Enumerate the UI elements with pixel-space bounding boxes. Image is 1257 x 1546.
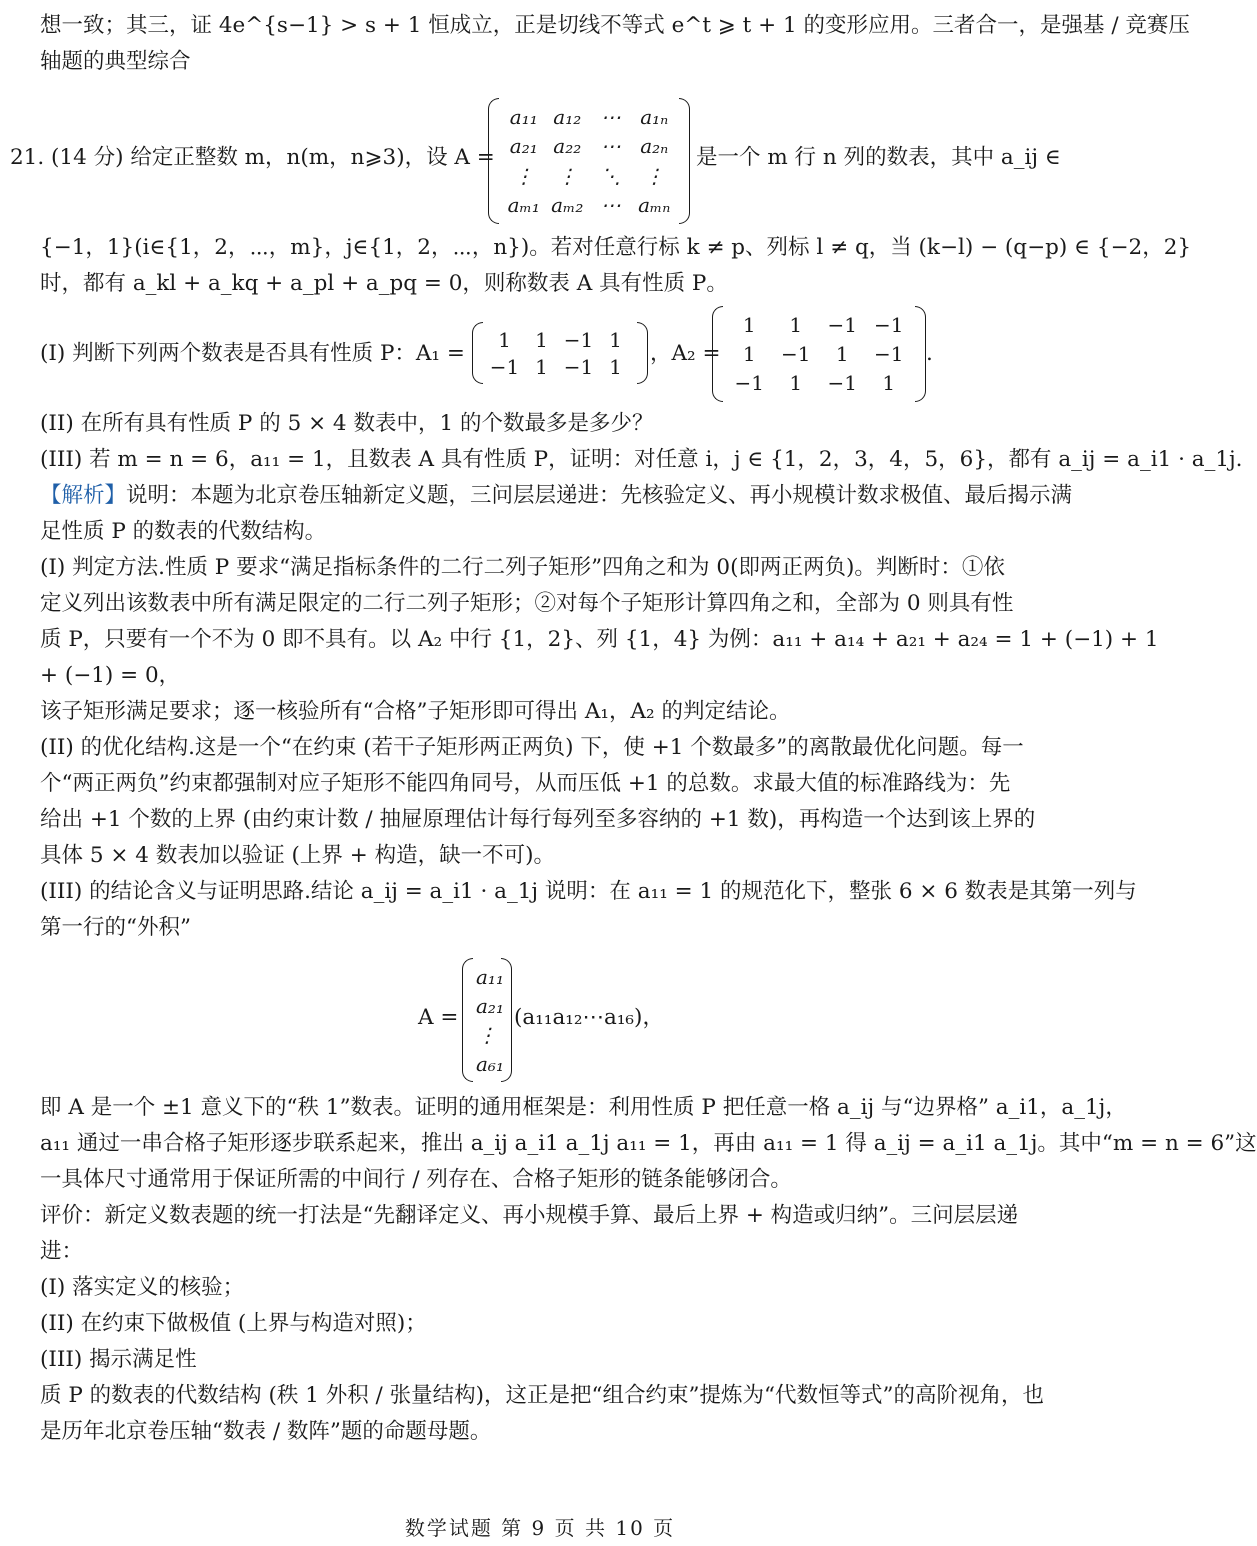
matrix-cell: a₂₁ (509, 134, 538, 159)
matrix-cell: ⋯ (600, 193, 621, 218)
matrix-cell: ⋮ (557, 163, 578, 188)
analysis-line-1: 【解析】说明：本题为北京卷压轴新定义题，三问层层递进：先核验定义、再小规模计数求极值、最后揭示满 (40, 483, 1073, 508)
text-line: 评价：新定义数表题的统一打法是“先翻译定义、再小规模手算、最后上界 + 构造或归纳”。三问层层递 (40, 1203, 1019, 1228)
matrix-cell: 1 (609, 327, 622, 352)
matrix-cell: −1 (734, 371, 764, 396)
text-line: 质 P 的数表的代数结构 (秩 1 外积 / 张量结构)，这正是把“组合约束”提炼为“代数恒等式”的高阶视角，也 (40, 1383, 1044, 1408)
text-line: 即 A 是一个 ±1 意义下的“秩 1”数表。证明的通用框架是：利用性质 P 把任意一格 a_ij 与“边界格” a_i1，a_1j， (40, 1095, 1127, 1120)
text-line: 具体 5 × 4 数表加以验证 (上界 + 构造，缺一不可)。 (40, 843, 556, 868)
matrix-A1 (472, 322, 648, 384)
outer-column-vector (462, 958, 512, 1082)
right-paren (637, 322, 648, 384)
text-line: (II) 在约束下做极值 (上界与构造对照)； (40, 1311, 427, 1336)
matrix-cell: ⋮ (644, 163, 665, 188)
matrix-cell: a₁₂ (553, 104, 582, 129)
text-line: 想一致；其三，证 4e^{s−1} > s + 1 恒成立，正是切线不等式 e^t ⩾ t + 1 的变形应用。三者合一，是强基 / 竞赛压 (40, 13, 1190, 38)
text-line: 轴题的典型综合 (40, 49, 191, 74)
matrix-cell: 1 (835, 342, 849, 366)
text-line: 定义列出该数表中所有满足限定的二行二列子矩形；②对每个子矩形计算四角之和，全部为 0 则具有性 (40, 591, 1014, 616)
right-paren (915, 306, 926, 402)
matrix-cell: −1 (874, 312, 904, 337)
matrix-cell: 1 (742, 342, 756, 366)
text-line: + (−1) = 0， (40, 663, 181, 688)
text-line: 是历年北京卷压轴“数表 / 数阵”题的命题母题。 (40, 1419, 492, 1444)
right-paren (679, 98, 690, 224)
text-line: 质 P，只要有一个不为 0 即不具有。以 A₂ 中行 {1，2}、列 {1，4} 为例：a₁₁ + a₁₄ + a₂₁ + a₂₄ = 1 + (−1) + 1 (40, 627, 1159, 652)
matrix-cell: −1 (563, 327, 594, 352)
matrix-cell: −1 (489, 354, 520, 379)
matrix-cell: a₂ₙ (640, 134, 669, 159)
part3: (III) 若 m = n = 6，a₁₁ = 1，且数表 A 具有性质 P，证明：对任意 i，j ∈ {1，2，3，4，5，6}，都有 a_ij = a_i1 · a_1j. (40, 447, 1243, 472)
part2: (II) 在所有具有性质 P 的 5 × 4 数表中，1 的个数最多是多少？ (40, 411, 654, 436)
matrix-cell: aₘₙ (638, 193, 671, 218)
matrix-cell: −1 (874, 342, 904, 366)
text-line: 一具体尺寸通常用于保证所需的中间行 / 列存在、合格子矩形的链条能够闭合。 (40, 1167, 792, 1192)
matrix-cell: ⋮ (477, 1022, 497, 1047)
text-line: (I) 判定方法.性质 P 要求“满足指标条件的二行二列子矩形”四角之和为 0(即两正两负)。判断时：①依 (40, 555, 1005, 580)
matrix-A (488, 98, 690, 224)
a2-label: ，A₂ = (650, 341, 721, 366)
text-line: (I) 落实定义的核验； (40, 1275, 245, 1300)
page-footer: 数学试题 第 9 页 共 10 页 (404, 1516, 676, 1540)
matrix-cell: −1 (827, 371, 857, 396)
left-paren (462, 958, 473, 1082)
matrix-cell: 1 (535, 327, 548, 352)
left-paren (488, 98, 499, 224)
text-line: {−1，1}(i∈{1，2，⋯，m}，j∈{1，2，⋯，n})。若对任意行标 k ≠ p、列标 l ≠ q，当 (k−l) − (q−p) ∈ {−2，2} (40, 235, 1192, 260)
left-paren (472, 322, 483, 384)
matrix-cell: a₂₁ (476, 993, 504, 1018)
matrix-cell: ⋯ (600, 134, 621, 159)
matrix-cell: 1 (535, 354, 548, 379)
matrix-cell: ⋯ (600, 104, 621, 129)
text-line: 第一行的“外积” (40, 915, 191, 940)
text-line: (II) 的优化结构.这是一个“在约束 (若干子矩形两正两负) 下，使 +1 个数最多”的离散最优化问题。每一 (40, 735, 1024, 760)
text-line: a₁₁ 通过一串合格子矩形逐步联系起来，推出 a_ij a_i1 a_1j a₁₁ = 1，再由 a₁₁ = 1 得 a_ij = a_i1 a_1j。其中“m = n = 6”这 (40, 1131, 1257, 1156)
outer-prefix: A = (418, 1005, 459, 1030)
text-line: (III) 的结论含义与证明思路.结论 a_ij = a_i1 · a_1j 说明：在 a₁₁ = 1 的规范化下，整张 6 × 6 数表是其第一列与 (40, 879, 1137, 904)
text-line: 该子矩形满足要求；逐一核验所有“合格”子矩形即可得出 A₁，A₂ 的判定结论。 (40, 699, 791, 724)
matrix-cell: 1 (789, 312, 803, 337)
matrix-cell: aₘ₂ (551, 193, 584, 218)
text-line: 个“两正两负”约束都强制对应子矩形不能四角同号，从而压低 +1 的总数。求最大值的标准路线为：先 (40, 771, 1011, 796)
matrix-cell: −1 (563, 354, 594, 379)
matrix-cell: −1 (781, 342, 811, 366)
matrix-cell: a₆₁ (476, 1051, 504, 1076)
matrix-cell: a₂₂ (553, 134, 582, 159)
matrix-A2 (712, 306, 926, 402)
problem-tail: 是一个 m 行 n 列的数表，其中 a_ij ∈ (696, 145, 1061, 170)
left-paren (712, 306, 723, 402)
matrix-cell: ⋱ (600, 163, 621, 188)
matrix-cell: 1 (498, 327, 511, 352)
matrix-cell: 1 (609, 354, 622, 379)
analysis-tag: 【解析】 (40, 483, 127, 508)
matrix-cell: ⋮ (513, 163, 534, 188)
text-line: (III) 揭示满足性 (40, 1347, 197, 1372)
matrix-cell: aₘ₁ (507, 193, 540, 218)
text-line: 时，都有 a_kl + a_kq + a_pl + a_pq = 0，则称数表 A 具有性质 P。 (40, 271, 728, 296)
matrix-cell: 1 (882, 371, 896, 396)
problem-head: 21. (14 分) 给定正整数 m，n(m，n⩾3)，设 A = (10, 145, 495, 170)
text-line: 给出 +1 个数的上界 (由约束计数 / 抽屉原理估计每行每列至多容纳的 +1 数)，再构造一个达到该上界的 (40, 807, 1036, 832)
matrix-cell: 1 (742, 312, 756, 337)
matrix-cell: −1 (827, 312, 857, 337)
part1-end: . (926, 341, 933, 366)
matrix-cell: a₁ₙ (640, 104, 669, 129)
matrix-cell: 1 (789, 371, 803, 396)
text-line: 进： (40, 1239, 84, 1264)
matrix-cell: a₁₁ (476, 964, 504, 989)
text-line: 足性质 P 的数表的代数结构。 (40, 519, 327, 544)
outer-row: (a₁₁a₁₂⋯a₁₆)， (514, 1005, 664, 1030)
matrix-cell: a₁₁ (509, 104, 538, 129)
part1-prefix: (I) 判断下列两个数表是否具有性质 P：A₁ = (40, 341, 465, 366)
